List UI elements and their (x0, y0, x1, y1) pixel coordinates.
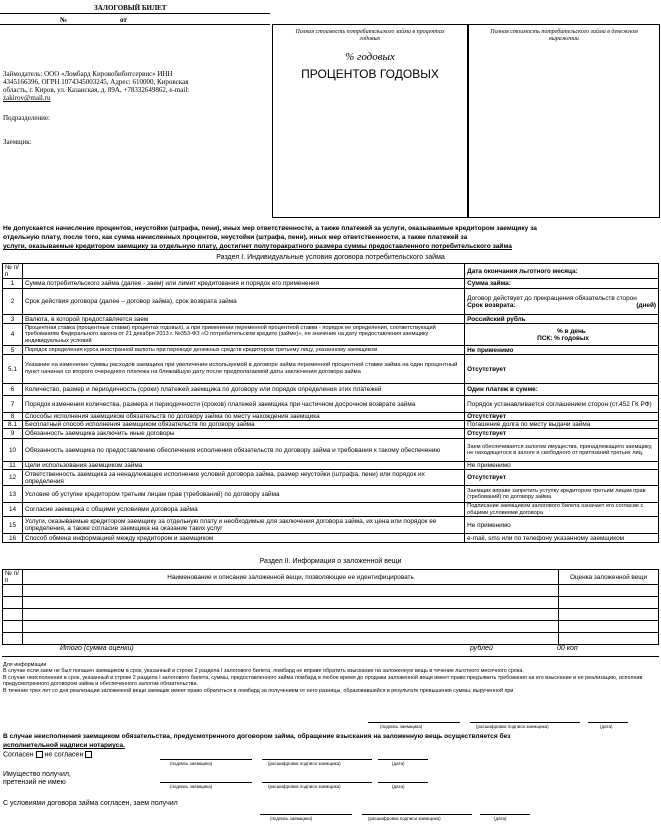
sign-caption-borrower-4: (подпись заемщика) (270, 816, 313, 821)
cell (22, 621, 558, 633)
row-5-1-num: 5.1 (3, 355, 23, 384)
section1-title: Раздел I. Индивидуальные условия договора потребительского займа (216, 254, 445, 261)
received-line-2: претензий не имею (3, 779, 66, 786)
row-1-text: Сумма потребительского займа (далее - заем) или лимит кредитования и порядок его применения (22, 279, 464, 289)
row-7-text: Порядок изменения количества, размера и периодичности (сроков) платежей заемщика при частичном досрочном возврате займа (22, 396, 464, 413)
section2-col-value: Оценка заложенной вещи (559, 570, 659, 585)
sign-caption-borrower-3: (подпись заемщика) (170, 784, 213, 789)
from-label: от (120, 16, 127, 24)
row-4-text: Процентная ставка (процентные ставки) процентах годовых), а при применении переменной процентной ставки - порядок ее определения, соответствующий требованиям Федерального закона от 21 декабря 2013 г. №353-ФЗ «О потребительском кредите (займе)», ее значение на дату предоставления заемщику индивидуальных условий (22, 324, 464, 346)
row-9-text: Обязанность заемщика заключить иные договоры (22, 429, 464, 439)
disagree-checkbox[interactable] (85, 751, 92, 758)
row-15-text: Услуги, оказываемые кредитором заемщику за отдельную плату и необходимые для заключения договора займа, их цена или порядок ее определения, а также согласие заемщика на оказание таких услуг (22, 517, 464, 534)
section2-col-name: Наименование и описание заложенной вещи, позволяющее ее идентифицировать (22, 570, 558, 585)
sign-caption-date-3: (дата) (392, 784, 405, 789)
days-label: (дней) (636, 301, 656, 309)
row-5-num: 5 (3, 346, 23, 355)
header-rule (0, 13, 270, 14)
section2-title: Раздел II. Информация о заложенной вещи (259, 558, 402, 565)
row-3-text: Валюта, в которой предоставляется заем (22, 315, 464, 324)
row-14-value: Подписание заемщиком залогового билета означает его согласие с общими условиями договора (465, 503, 659, 517)
row-12-num: 12 (3, 470, 23, 486)
cell (3, 621, 23, 633)
row-13-value: Заемщик вправе запретить уступку кредитором третьим лицам прав (требований) по договору займа (465, 486, 659, 503)
total-label: Итого (сумма оценки) (60, 645, 134, 652)
cell (559, 621, 659, 633)
row-8-1-value: Погашение долга по месту выдачи займа (465, 421, 659, 429)
cell (22, 633, 558, 645)
cell (22, 609, 558, 621)
row-11-value: Не применимо (465, 462, 659, 470)
row-6-text: Количество, размер и периодичность (сроки) платежей заемщика по договору или порядок определения этих платежей (22, 384, 464, 396)
row-2-num: 2 (3, 289, 23, 315)
agree-label: Согласен (3, 751, 34, 759)
info-line-1: В случае если заем не был погашен заемщиком в срок, указанный в строке 2 раздела I залогового билета, ломбард не вправе обратить взыскание на заложенную вещь в течение льготного месячного срока. (3, 668, 524, 675)
sign-caption-date-2: (дата) (392, 761, 405, 766)
row-5-1-value: Отсутствует (465, 355, 659, 384)
cell (559, 609, 659, 621)
row-1-value: Сумма займа: (465, 279, 659, 289)
cell (3, 633, 23, 645)
cell (22, 597, 558, 609)
default-clause (3, 732, 658, 750)
header-rule-2 (0, 24, 270, 25)
row-15-num: 15 (3, 517, 23, 534)
repayment-term-label: Срок возврата: (467, 301, 516, 309)
kopecks-label: 00 коп (557, 645, 578, 652)
row-16-text: Способ обмена информацией между кредитором и заемщиком (22, 534, 464, 543)
cell (559, 597, 659, 609)
cost-money-caption: Полная стоимость потребительского займа в денежном выражении (490, 29, 638, 42)
row-12-text: Ответственность заемщика за ненадлежащее исполнение условий договора займа, размер неустойки (штрафа, пени) или порядок их определения (22, 470, 464, 486)
table-row (3, 609, 659, 621)
row-10-value: Заем обеспечивается залогом имущества, принадлежащего заемщику, не находящегося в залоге и свободного от притязаний третьих лиц. (465, 439, 659, 462)
section1-col-num: № п/п (3, 264, 23, 279)
info-block (3, 662, 658, 694)
row-13-num: 13 (3, 486, 23, 503)
cell (3, 609, 23, 621)
row-7-num: 7 (3, 396, 23, 413)
row-6-num: 6 (3, 384, 23, 396)
lender-email-link[interactable]: zakirov@mail.ru (3, 94, 51, 102)
row-11-text: Цели использования заемщиком займа (22, 462, 464, 470)
row-15-value: Не применимо (465, 517, 659, 534)
lender-info (3, 70, 269, 102)
lender-line-3: область, г. Киров, ул. Казанская, д. 89А, +78332649862, e-mail: (3, 86, 190, 94)
borrower-label: Заемщик: (3, 138, 32, 146)
info-heading: Для информации (3, 662, 47, 668)
sign-caption-decode-2: (расшифровка подписи заемщика) (268, 761, 341, 766)
cost-percent-caption: Полная стоимость потребительского займа в процентах годовых (295, 29, 445, 42)
row-3-value: Российский рубль (465, 315, 659, 324)
number-label: № (60, 16, 68, 24)
sign-caption-date: (дата) (600, 724, 613, 729)
row-5-1-text: Указание на изменение суммы расходов заемщика при увеличении используемой в договоре займа переменной процентной ставки займа на один процентный пункт начиная со второго очередного платежа на ближайшую дату после предполагаемой даты заключения договора займа (22, 355, 464, 384)
table-row (3, 633, 659, 645)
grace-month-label: Дата окончания льготного месяца: (465, 264, 659, 279)
document-title: ЗАЛОГОВЫЙ БИЛЕТ (94, 4, 167, 12)
sign-caption-borrower-2: (подпись заемщика) (170, 761, 213, 766)
lender-line-2: 4345166396, ОГРН 1074345003245, Адрес: 610000, Кировская (3, 78, 189, 86)
row-5-text: Порядок определения курса иностранной валюты при переводе денежных средств кредитором третьему лицу, указанному заемщиком (22, 346, 464, 355)
row-16-value: e-mail, sms или по телефону указанному заемщиком (465, 534, 659, 543)
cost-percent-value: % годовых (345, 51, 395, 63)
daily-rate: % в день (557, 327, 586, 335)
warning-line-2: отдельную плату, после того, как сумма начисленных процентов, неустойки (штрафа, пени), иных мер ответственности, а также платежей за (3, 234, 468, 241)
row-10-num: 10 (3, 439, 23, 462)
row-2-text: Срок действия договора (далее – договор займа), срок возврата займа (22, 289, 464, 315)
row-3-num: 3 (3, 315, 23, 324)
row-2-value-b (467, 302, 656, 309)
row-14-text: Согласие заемщика с общими условиями договора займа (22, 503, 464, 517)
sign-caption-decode-3: (расшифровка подписи заемщика) (268, 784, 341, 789)
sign-caption-date-4: (дата) (494, 816, 507, 821)
cell (559, 633, 659, 645)
table-row (3, 597, 659, 609)
cost-percent-caps: ПРОЦЕНТОВ ГОДОВЫХ (301, 67, 439, 81)
conditions-label: С условиями договора займа согласен, заем получил (3, 800, 178, 807)
table-row (3, 621, 659, 633)
info-line-3: В течение трех лет со дня реализации заложенной вещи заемщик имеет право обратиться в ломбард за получением от него разницы, образовавшейся в результате превышения суммы, вырученной при (3, 687, 514, 694)
warning-line-3: услуги, оказываемые кредитором заемщику за отдельную плату, достигнет полуторакратного размера суммы предоставленного потребительского займа (3, 243, 512, 250)
interest-warning (3, 224, 659, 251)
agree-checkbox[interactable] (36, 751, 43, 758)
division-label: Подразделение: (3, 114, 50, 122)
row-8-num: 8 (3, 413, 23, 421)
received-block (3, 771, 71, 787)
row-12-value: Отсутствует (465, 470, 659, 486)
row-14-num: 14 (3, 503, 23, 517)
row-2-value-a: Договор действует до прекращения обязательств сторон (467, 294, 637, 302)
section2-table (2, 569, 659, 645)
cell (22, 585, 558, 597)
row-2-value (465, 289, 659, 315)
psk-rate: ПСК: % годовых (537, 334, 589, 342)
sign-caption-decode: (расшифровка подписи заемщика) (476, 724, 549, 729)
cell (3, 597, 23, 609)
row-9-value: Отсутствует (465, 429, 659, 439)
row-9-num: 9 (3, 429, 23, 439)
row-1-num: 1 (3, 279, 23, 289)
cost-money-box (468, 24, 660, 218)
row-4-value (465, 324, 659, 346)
row-10-text: Обязанность заемщика по предоставлению обеспечения исполнения обязательств по договору займа и требования к такому обеспечению (22, 439, 464, 462)
row-8-1-text: Бесплатный способ исполнения заемщиком обязательств по договору займа (22, 421, 464, 429)
row-16-num: 16 (3, 534, 23, 543)
total-rule (2, 656, 659, 657)
cell (559, 585, 659, 597)
row-13-text: Условие об уступке кредитором третьим лицам прав (требований) по договору займа (22, 486, 464, 503)
rubles-label: рублей (470, 645, 493, 652)
cost-percent-box (272, 24, 468, 218)
row-6-value: Один платеж в сумме: (465, 384, 659, 396)
cell (3, 585, 23, 597)
received-line-1: Имущество получил, (3, 771, 71, 778)
row-8-value: Отсутствует (465, 413, 659, 421)
row-8-1-num: 8.1 (3, 421, 23, 429)
info-line-2: В случае неисполнения в срок, указанный в строке 2 раздела I залогового билета, суммы, предоставленного займа ломбард в любое время до продажи заложенной вещи имеет право предъявить требования на его взыскание и ее реализацию, исполнив предусмотренного договором займа и обеспеченного залогом обязательства. (3, 674, 643, 688)
row-7-value: Порядок устанавливается соглашением сторон (ст.452 ГК РФ) (465, 396, 659, 413)
default-line-1: В случае неисполнения заемщиком обязательства, предусмотренного договором займа, обращение взыскания на заложенную вещь осуществляется без (3, 733, 511, 740)
table-row (3, 585, 659, 597)
consent-row (3, 751, 92, 759)
row-8-text: Способы исполнения заемщиком обязательств по договору займа по месту нахождения заемщика (22, 413, 464, 421)
section1-col-text (22, 264, 464, 279)
disagree-label: не согласен (44, 751, 84, 759)
warning-line-1: Не допускается начисление процентов, неустойки (штрафа, пени), иных мер ответственности, а также платежей за услуги, оказываемые кредитором заемщику за (3, 225, 537, 232)
row-11-num: 11 (3, 462, 23, 470)
default-line-2: исполнительной надписи нотариуса. (3, 742, 125, 749)
row-4-num: 4 (3, 324, 23, 346)
row-5-value: Не применимо (465, 346, 659, 355)
sign-caption-decode-4: (расшифровка подписи заемщика) (368, 816, 441, 821)
sign-caption-borrower: (подпись заемщика) (380, 724, 423, 729)
section1-table (2, 263, 659, 543)
lender-line-1: Займодатель: ООО «Ломбард Кировобибитсервис» ИНН (3, 70, 173, 78)
section2-col-num: № п/п (3, 570, 23, 585)
